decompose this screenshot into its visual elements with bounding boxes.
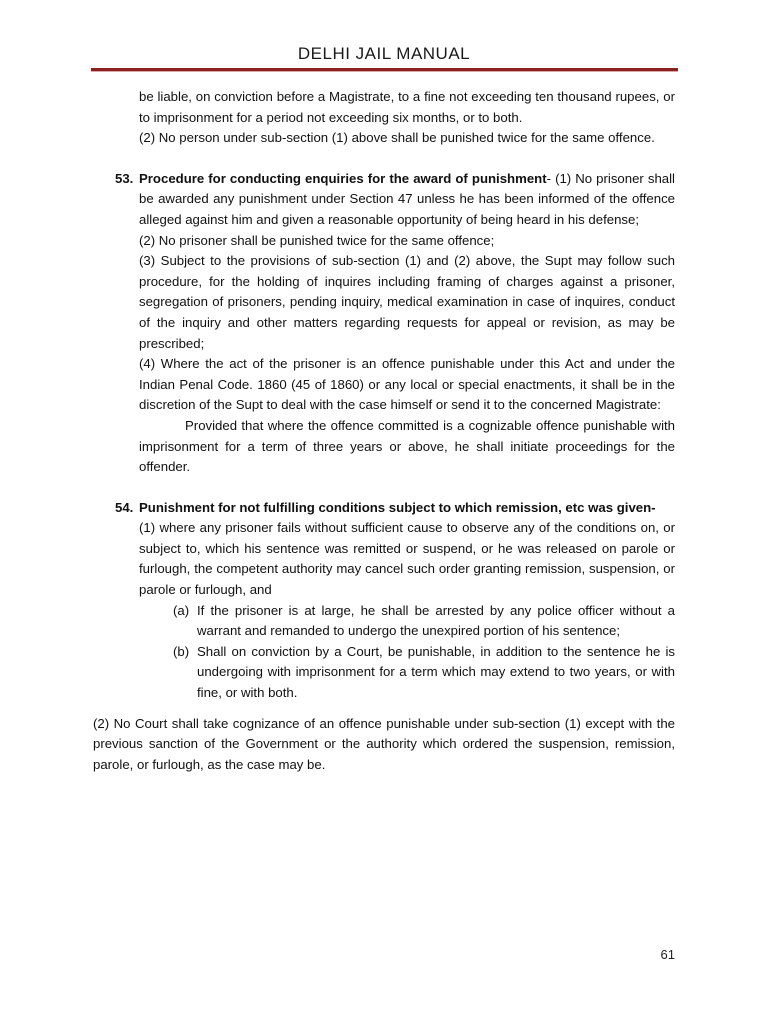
section-53-subsection-3: (3) Subject to the provisions of sub-section (1) and (2) above, the Supt may follow such procedure, for the holding of inquires including framing of charges against a prisoner, segregation of prisoners, pending inquiry, medical examination in case of inquires, conduct of the inquiry and other matters regarding requests for appeal or revision, as may be prescribed; <box>139 253 675 351</box>
header-rule <box>91 68 678 71</box>
section-53-proviso: Provided that where the offence committed is a cognizable offence punishable with imprisonment for a term of three years or above, he shall initiate proceedings for the offender. <box>139 417 675 475</box>
continuation-subsection-2: (2) No person under sub-section (1) above shall be punished twice for the same offence. <box>139 130 655 146</box>
section-54-heading-line <box>139 498 675 519</box>
item-a-text: If the prisoner is at large, he shall be arrested by any police officer without a warrant and remanded to undergo the unexpired portion of his sentence; <box>197 602 675 639</box>
item-a-label: (a) <box>173 602 190 618</box>
item-b-text: Shall on conviction by a Court, be punishable, in addition to the sentence he is undergoing with imprisonment for a term which may extend to two years, or with fine, or with both. <box>197 643 675 701</box>
page-number: 61 <box>660 947 675 962</box>
section-53 <box>93 169 675 478</box>
section-53-heading: Procedure for conducting enquiries for the award of punishment <box>139 170 547 186</box>
page-content <box>93 87 675 775</box>
section-53-subsection-4: (4) Where the act of the prisoner is an offence punishable under this Act and under the Indian Penal Code. 1860 (45 of 1860) or any local or special enactments, it shall be in the discretion of the Supt to deal with the case himself or send it to the concerned Magistrate: <box>139 356 675 413</box>
section-53-subsection-2: (2) No prisoner shall be punished twice for the same offence; <box>139 232 495 248</box>
section-54-heading-suffix: - <box>651 499 656 515</box>
section-53-intro-text: - (1) No prisoner shall be awarded any punishment under Section 47 unless he has been informed of the offence alleged against him and given a reasonable opportunity of being heard in his defense; <box>139 170 675 227</box>
section-54-item-a <box>93 601 675 642</box>
section-53-intro <box>139 169 675 231</box>
section-54-number: 54. <box>115 499 134 515</box>
section-54-item-b <box>93 642 675 704</box>
section-53-number: 53. <box>115 170 134 186</box>
continuation-paragraph: be liable, on conviction before a Magistrate, to a fine not exceeding ten thousand rupees, or to imprisonment for a period not exceeding six months, or to both. <box>139 89 675 125</box>
section-54-subsection-2: (2) No Court shall take cognizance of an offence punishable under sub-section (1) except with the previous sanction of the Government or the authority which ordered the suspension, remission, parole, or furlough, as the case may be. <box>93 715 675 772</box>
page-header-title: DELHI JAIL MANUAL <box>297 44 471 63</box>
section-54-subsection-1: (1) where any prisoner fails without sufficient cause to observe any of the conditions on, or subject to, which his sentence was remitted or suspend, or he was released on parole or furlough, the competent authority may cancel such order granting remission, suspension, or parole or furlough, and <box>139 520 675 598</box>
item-b-label: (b) <box>173 643 190 659</box>
section-54 <box>93 498 675 601</box>
section-54-heading: Punishment for not fulfilling conditions subject to which remission, etc was given <box>139 499 652 515</box>
